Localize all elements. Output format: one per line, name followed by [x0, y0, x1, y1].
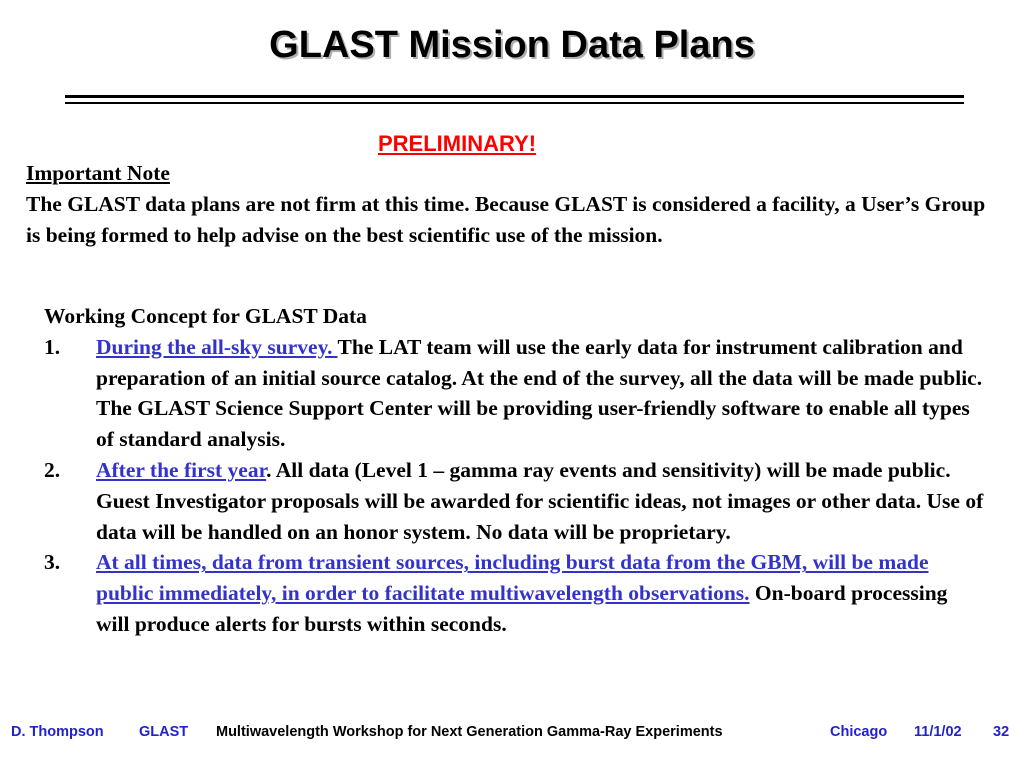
working-concept-heading: Working Concept for GLAST Data	[44, 304, 367, 328]
preliminary-label: PRELIMINARY!	[378, 131, 537, 156]
title-divider-thick	[65, 95, 964, 98]
all-sky-survey-link[interactable]: During the all-sky survey.	[96, 334, 338, 359]
item-number: 3.	[44, 550, 61, 575]
title-divider-thin	[65, 102, 964, 104]
footer-project: GLAST	[139, 724, 189, 740]
transient-sources-link[interactable]: At all times, data from transient sources, including burst data from the GBM, will be made public immediately, in order to facilitate multiwavelength observations.	[96, 550, 929, 606]
item-number: 1.	[44, 334, 61, 359]
concept-list	[44, 332, 1004, 640]
item-text: The LAT team will use the early data for instrument calibration and preparation of an initial source catalog. At the end of the survey, all the data will be made public. The GLAST Science Support Center will be providing user-friendly software to enable all types of standard analysis.	[96, 334, 983, 452]
after-first-year-link[interactable]: After the first year	[96, 457, 267, 482]
footer-date: 11/1/02	[914, 724, 962, 740]
important-note-heading: Important Note	[26, 161, 170, 185]
item-text: On-board processing will produce alerts for bursts within seconds.	[96, 581, 948, 636]
important-note	[26, 158, 986, 251]
slide-title: GLAST Mission Data Plans	[269, 24, 755, 66]
concept-item-2	[44, 455, 984, 547]
footer-page-number: 32	[993, 724, 1010, 740]
concept-item-3	[44, 547, 984, 639]
concept-item-1	[44, 332, 984, 455]
footer-location: Chicago	[830, 724, 888, 740]
item-text: . All data (Level 1 – gamma ray events and sensitivity) will be made public. Guest Investigator proposals will be awarded for scientific ideas, not images or other data. Use of data will be handled on an honor system. No data will be proprietary.	[96, 457, 984, 544]
footer-workshop: Multiwavelength Workshop for Next Generation Gamma-Ray Experiments	[216, 724, 723, 740]
important-note-body: The GLAST data plans are not firm at this time. Because GLAST is considered a facility, a User’s Group is being formed to help advise on the best scientific use of the mission.	[26, 192, 986, 247]
footer-author: D. Thompson	[11, 724, 104, 740]
item-number: 2.	[44, 457, 61, 482]
working-concept	[44, 301, 1004, 640]
